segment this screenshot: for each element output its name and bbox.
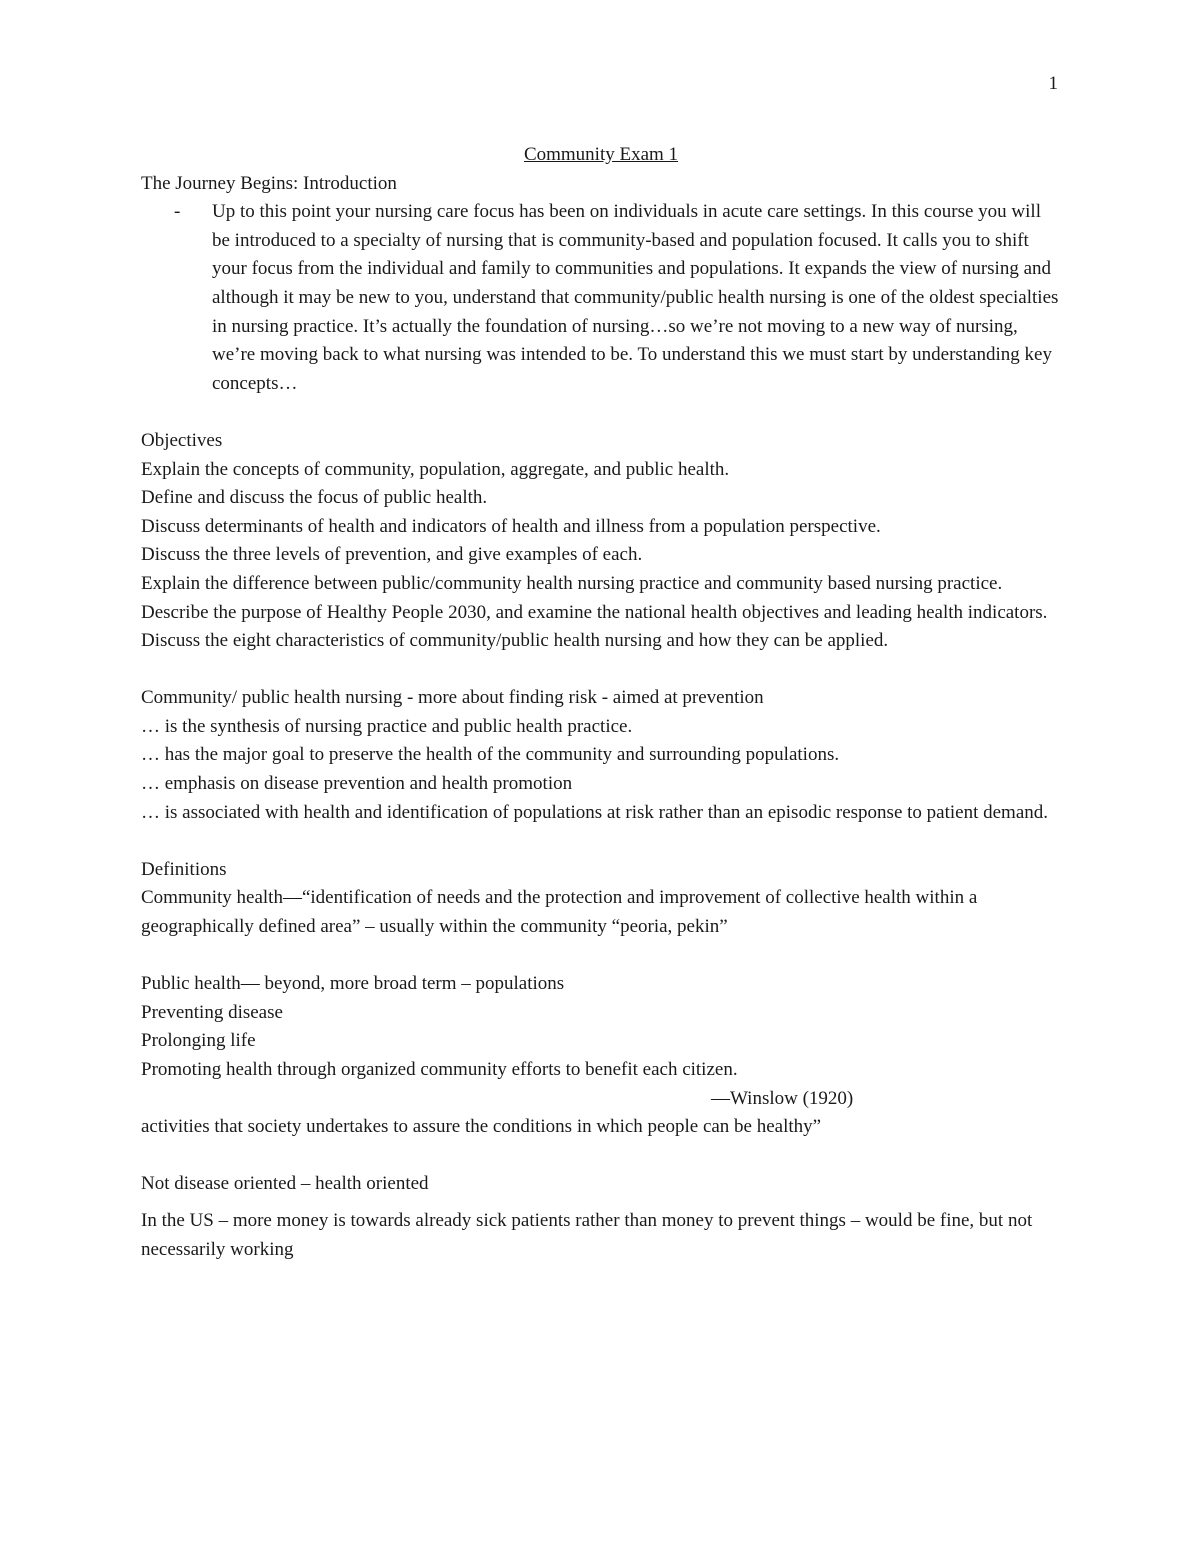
chn-item: … emphasis on disease prevention and health promotion: [141, 773, 573, 795]
us-money-note: In the US – more money is towards already sick patients rather than money to prevent things – would be fine, but not necessarily working: [141, 1209, 1033, 1260]
public-health-item: Prolonging life: [141, 1030, 256, 1052]
public-health-item: Promoting health through organized community efforts to benefit each citizen.: [141, 1059, 738, 1080]
chn-item: … is associated with health and identification of populations at risk rather than an episodic response to patient demand.: [141, 801, 1049, 823]
winslow-attribution: —Winslow (1920): [711, 1087, 854, 1109]
objective-item: Define and discuss the focus of public health.: [141, 487, 488, 509]
chn-item: … has the major goal to preserve the health of the community and surrounding populations.: [141, 744, 840, 766]
objective-item: Discuss the three levels of prevention, and give examples of each.: [141, 544, 643, 566]
definitions-heading: Definitions: [141, 858, 227, 880]
bullet-dash: -: [174, 201, 181, 223]
objective-item: Describe the purpose of Healthy People 2030, and examine the national health objectives and leading health indicators.: [141, 601, 1048, 623]
chn-heading: Community/ public health nursing - more about finding risk - aimed at prevention: [141, 687, 764, 709]
objectives-heading: Objectives: [141, 429, 223, 451]
page-number: 1: [1048, 73, 1058, 94]
public-health-item: Preventing disease: [141, 1001, 283, 1023]
document-body: [141, 141, 1061, 1264]
public-health-definition: Public health— beyond, more broad term – populations: [141, 973, 565, 995]
intro-bullet: [141, 198, 1061, 398]
chn-item: … is the synthesis of nursing practice and public health practice.: [141, 715, 633, 737]
community-health-definition: Community health—“identification of needs and the protection and improvement of collective health within a geographically defined area” – usually within the community “peoria, pekin”: [141, 887, 978, 938]
intro-bullet-text: Up to this point your nursing care focus has been on individuals in acute care settings. In this course you will be introduced to a specialty of nursing that is community-based and population focused. It calls you to shift your focus from the individual and family to communities and populations. It expands the view of nursing and although it may be new to you, understand that community/public health nursing is one of the oldest specialties in nursing practice. It’s actually the foundation of nursing…so we’re not moving to a new way of nursing, we’re moving back to what nursing was intended to be. To understand this we must start by understanding key concepts…: [212, 201, 1059, 394]
objective-item: Explain the difference between public/community health nursing practice and community based nursing practice.: [141, 572, 1003, 594]
page-title: Community Exam 1: [523, 144, 679, 165]
not-disease-oriented-note: Not disease oriented – health oriented: [141, 1173, 429, 1195]
objective-item: Discuss determinants of health and indicators of health and illness from a population perspective.: [141, 515, 881, 537]
intro-heading: The Journey Begins: Introduction: [141, 172, 397, 194]
objective-item: Explain the concepts of community, population, aggregate, and public health.: [141, 458, 730, 480]
public-health-activities: activities that society undertakes to assure the conditions in which people can be healthy”: [141, 1116, 822, 1138]
objective-item: Discuss the eight characteristics of community/public health nursing and how they can be applied.: [141, 630, 889, 652]
